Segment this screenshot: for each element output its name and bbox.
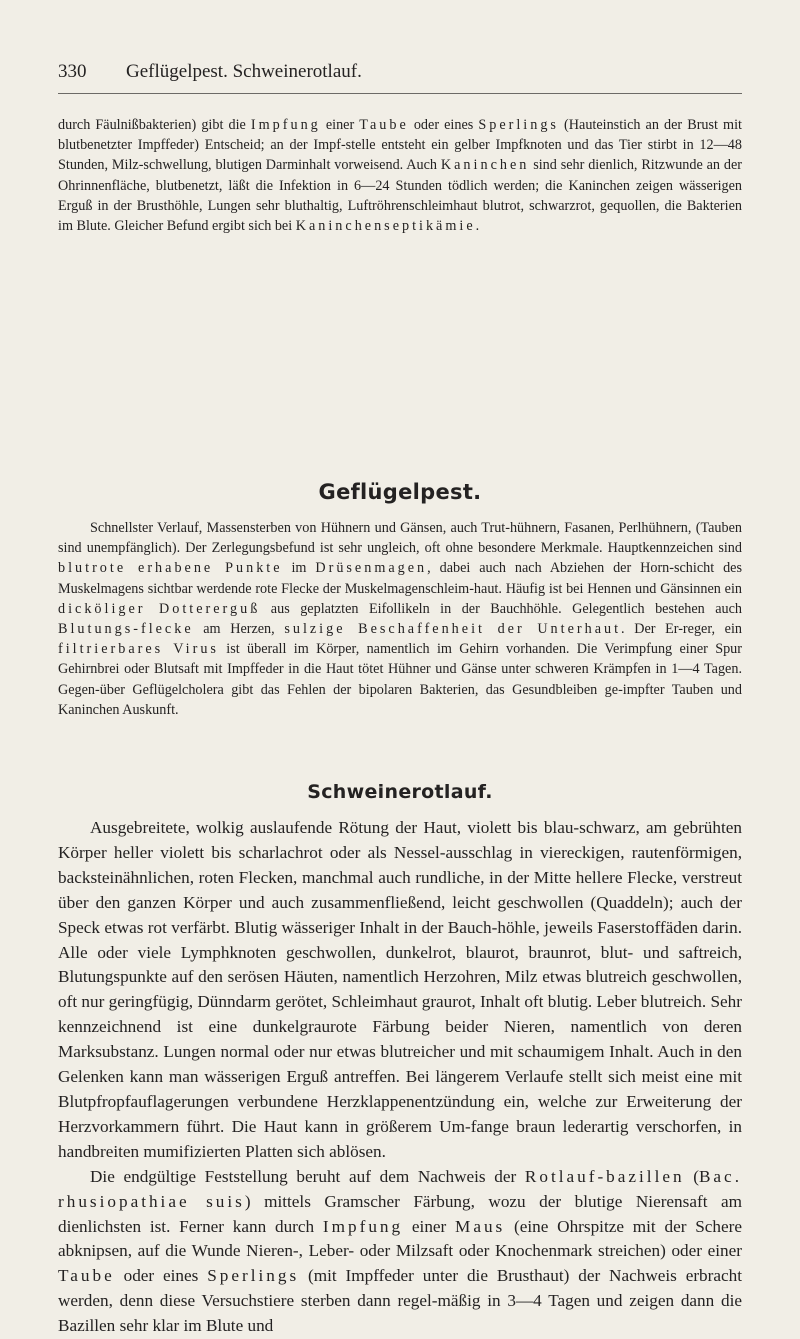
page-header [58,60,742,84]
text-run: Die endgültige Feststellung beruht auf dem Nachweis der [90,1166,525,1186]
section-heading-schweinerotlauf: Schweinerotlauf. [307,781,493,803]
paragraph [58,1165,742,1339]
spaced-term: Kaninchen [440,157,530,174]
intro-paragraph [58,115,742,236]
spaced-term: Drüsenmagen [315,560,428,577]
spaced-term: Sperlings [478,117,559,133]
text-run: aus geplatzten Eifollikeln in der Bauchhöhle. Gelegentlich bestehen auch [260,600,743,617]
schweinerotlauf-text [58,816,742,1339]
text-run: , dabei auch nach Abziehen der Horn-schicht des Muskelmagens sichtbar werdende rote Flecke der Muskelmagenschleim-haut. Häufig ist bei Hennen und Gänsinnen ein [58,560,742,597]
text-run: oder eines [408,117,479,133]
text-run: (eine Ohrspitze mit der Schere abknipsen, auf die Wunde Nieren-, Leber- oder Milzsaft oder Knochenmark streichen) oder einer [58,1216,742,1261]
text-run: ist überall im Körper, namentlich im Gehirn vorhanden. Die Verimpfung einer Spur Gehirnbrei oder Blutsaft mit Impffeder in die Haut tötet Hühner und Gänse unter schweren Krämpfen in 1—4 Tagen. Gegen-über Geflügelcholera gibt das Fehlen der bipolaren Bakterien, das Gesundbleiben ge-impfter Tauben und Kaninchen Auskunft. [58,641,742,718]
spaced-term: Sperlings [207,1266,300,1286]
text-run: durch Fäulnißbakterien) gibt die [58,117,251,133]
text-run: . [475,218,480,235]
text-run: oder eines [114,1266,208,1286]
spaced-term: Taube [359,117,409,133]
text-run: einer [320,117,360,133]
spaced-term: Taube [58,1266,115,1286]
header-rule [58,93,742,94]
text-run: (Hauteinstich an der Brust mit blutbenetzter Impffeder) Entscheid; an der Impf-stelle entsteht ein gelber Impfknoten und das Tier stirbt in 12—48 Stunden, Milz-schwellung, blutigen Darminhalt vorweisend. Auch [58,117,742,174]
spaced-term: blutrote erhabene Punkte [58,560,283,577]
spaced-term: Impfung [322,1216,404,1236]
text-run: am Herzen, [193,621,285,638]
spaced-term: Rotlauf-bazillen [524,1166,685,1186]
text-run: ( [684,1166,699,1186]
spaced-term: Bac. rhusiopathiae suis [58,1166,742,1211]
text-run: (mit Impffeder unter die Brusthaut) der Nachweis erbracht werden, denn diese Versuchstiere sterben dann regel-mäßig in 3—4 Tagen und zeigen dann die Bazillen sehr klar im Blute und [58,1266,742,1336]
gefluegelpest-paragraph [58,518,742,720]
spaced-term: Blutungs-flecke [58,621,194,638]
spaced-term: dicköliger Dottererguß [58,600,261,617]
spaced-term: filtrierbares Virus [58,641,219,658]
spaced-term: Impfung [250,117,321,133]
text-run: ) mittels Gramscher Färbung, wozu der blutige Nierensaft am dienlichsten ist. Ferner kann durch [58,1191,742,1236]
text-run: . Der Er-reger, ein [621,621,742,638]
text-run: im [282,560,316,577]
text-run: Schnellster Verlauf, Massensterben von Hühnern und Gänsen, auch Trut-hühnern, Fasanen, Perlhühnern, (Tauben sind unempfänglich). Der Zerlegungsbefund ist sehr ungleich, oft ohne besondere Merkmale. Hauptkennzeichen sind [58,520,742,557]
spaced-term: Kaninchenseptikämie [295,218,476,235]
page-number: 330 [58,61,87,82]
text-run: einer [403,1216,456,1236]
section-heading-gefluegelpest: Geflügelpest. [318,480,482,504]
spaced-term: sulzige Beschaffenheit der Unterhaut [284,621,622,638]
text-run: sind sehr dienlich, Ritzwunde an der Ohrinnenfläche, blutbenetzt, läßt die Infektion in 6—24 Stunden tödlich werden; die Kaninchen zeigen wässerigen Erguß in der Brusthöhle, Lungen sehr bluthaltig, Luftröhrenschleimhaut blutrot, schwarzrot, gequollen, die Bakterien im Blute. Gleicher Befund ergibt sich bei [58,157,743,235]
running-head: Geflügelpest. Schweinerotlauf. [126,61,362,82]
spaced-term: Maus [455,1216,506,1236]
paragraph: Ausgebreitete, wolkig auslaufende Rötung der Haut, violett bis blau-schwarz, am gebrühten Körper heller violett bis scharlachrot oder als Nessel-ausschlag in viereckigen, rautenförmigen, backsteinähnlichen, roten Flecken, manchmal auch rundliche, in der Mitte hellere Flecke, verstreut über den ganzen Körper und auch zusammenfließend, leicht geschwollen (Quaddeln); auch der Speck etwas rot verfärbt. Blutig wässeriger Inhalt in der Bauch-höhle, jeweils Faserstoffäden darin. Alle oder viele Lymphknoten geschwollen, dunkelrot, blaurot, braunrot, blut- und saftreich, Blutungspunkte auf den serösen Häuten, namentlich Herzohren, Milz etwas blutreich geschwollen, oft nur geringfügig, Dünndarm gerötet, Schleimhaut graurot, Inhalt oft blutig. Leber blutreich. Sehr kennzeichnend ist eine dunkelgraurote Färbung beider Nieren, namentlich von deren Marksubstanz. Lungen normal oder nur etwas blutreicher und mit schaumigem Inhalt. Auch in den Gelenken kann man wässerigen Erguß antreffen. Bei längerem Verlaufe stellt sich meist eine mit Blutpfropfauflagerungen verbundene Herzklappenentzündung ein, welche zur Erweiterung der Herzvorkammern führt. Die Haut kann in größerem Um-fange braun lederartig verschorfen, in handbreiten mumifizierten Platten sich ablösen. [58,818,742,1161]
